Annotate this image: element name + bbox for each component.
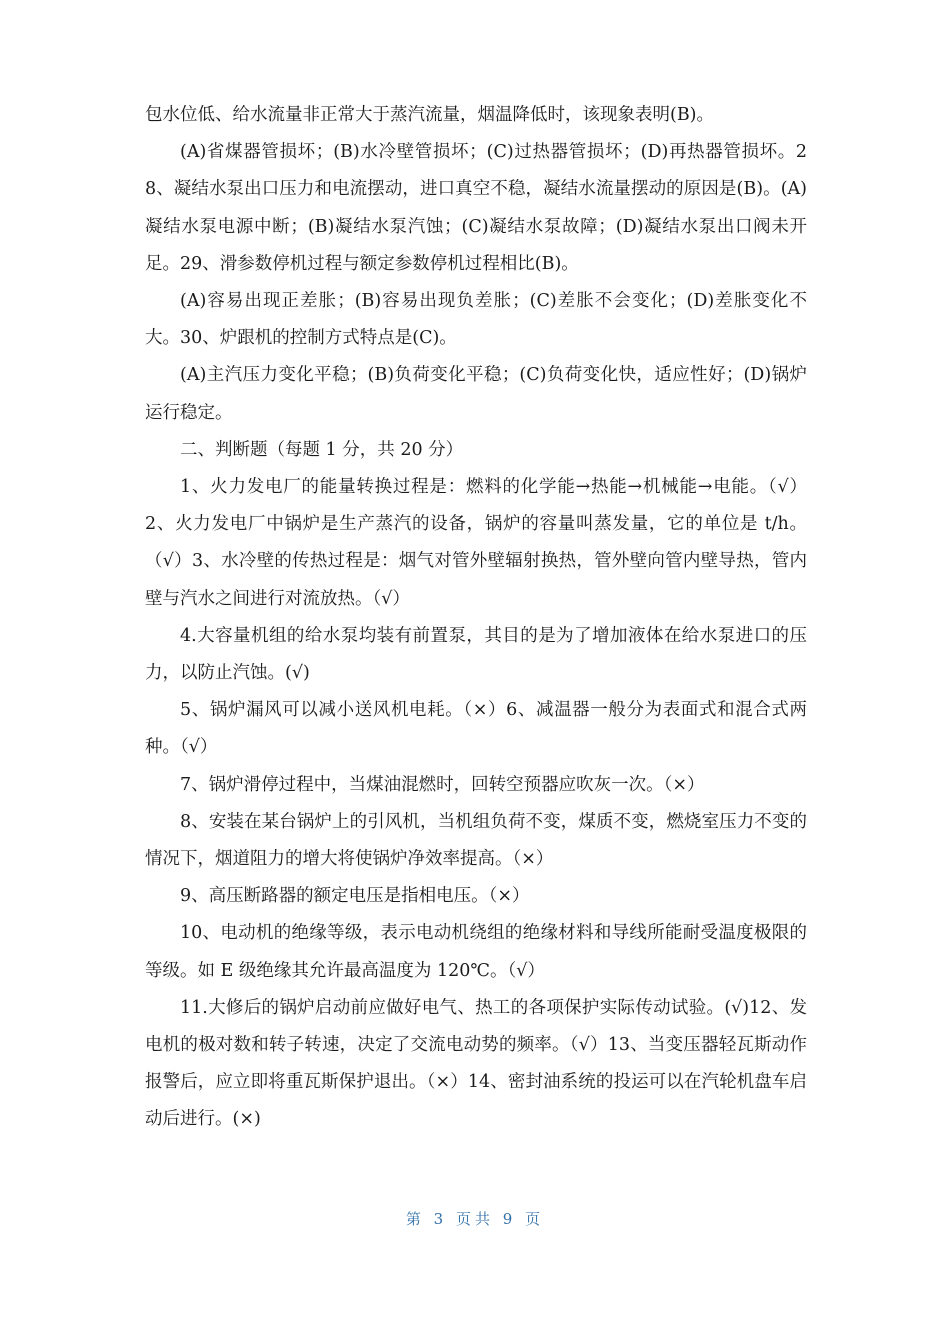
paragraph-2: (A)省煤器管损坏；(B)水冷壁管损坏；(C)过热器管损坏；(D)再热器管损坏。28、凝结水泵出口压力和电流摆动，进口真空不稳，凝结水流量摆动的原因是(B)。(A)凝结水泵电源中断；(B)凝结水泵汽蚀；(C)凝结水泵故障；(D)凝结水泵出口阀未开足。29、滑参数停机过程与额定参数停机过程相比(B)。 [145,142,807,274]
paragraph-6: 1、火力发电厂的能量转换过程是：燃料的化学能→热能→机械能→电能。（√）2、火力发电厂中锅炉是生产蒸汽的设备，锅炉的容量叫蒸发量，它的单位是 t/h。（√）3、水冷壁的传热过程是：烟气对管外壁辐射换热，管外壁向管内壁导热，管内壁与汽水之间进行对流放热。（√） [145,477,807,609]
paragraph-1: 包水位低、给水流量非正常大于蒸汽流量，烟温降低时，该现象表明(B)。 [145,105,715,125]
paragraph-7: 4.大容量机组的给水泵均装有前置泵，其目的是为了增加液体在给水泵进口的压力，以防止汽蚀。(√) [145,625,807,684]
paragraph-12: 10、电动机的绝缘等级，表示电动机绕组的绝缘材料和导线所能耐受温度极限的等级。如 E 级绝缘其允许最高温度为 120℃。（√） [145,923,807,981]
document-body [145,97,807,1139]
paragraph-13: 11.大修后的锅炉启动前应做好电气、热工的各项保护实际传动试验。(√)12、发电机的极对数和转子转速，决定了交流电动势的频率。（√）13、当变压器轻瓦斯动作报警后，应立即将重瓦斯保护退出。（×）14、密封油系统的投运可以在汽轮机盘车启动后进行。(×) [145,997,807,1130]
paragraph-8: 5、锅炉漏风可以减小送风机电耗。（×）6、减温器一般分为表面式和混合式两种。（√） [145,700,807,758]
section-heading-judgment: 二、判断题（每题 1 分，共 20 分） [180,439,464,460]
page-number-label: 第 3 页共 9 页 [405,1210,545,1228]
paragraph-10: 8、安装在某台锅炉上的引风机，当机组负荷不变，煤质不变，燃烧室压力不变的情况下，烟道阻力的增大将使锅炉净效率提高。（×） [145,811,807,870]
paragraph-9: 7、锅炉滑停过程中，当煤油混燃时，回转空预器应吹灰一次。（×） [180,774,705,795]
paragraph-4: (A)主汽压力变化平稳；(B)负荷变化平稳；(C)负荷变化快，适应性好；(D)锅炉运行稳定。 [145,365,807,423]
page-footer [0,1208,950,1229]
paragraph-3: (A)容易出现正差胀；(B)容易出现负差胀；(C)差胀不会变化；(D)差胀变化不大。30、炉跟机的控制方式特点是(C)。 [145,291,807,349]
paragraph-11: 9、高压断路器的额定电压是指相电压。（×） [180,886,530,907]
